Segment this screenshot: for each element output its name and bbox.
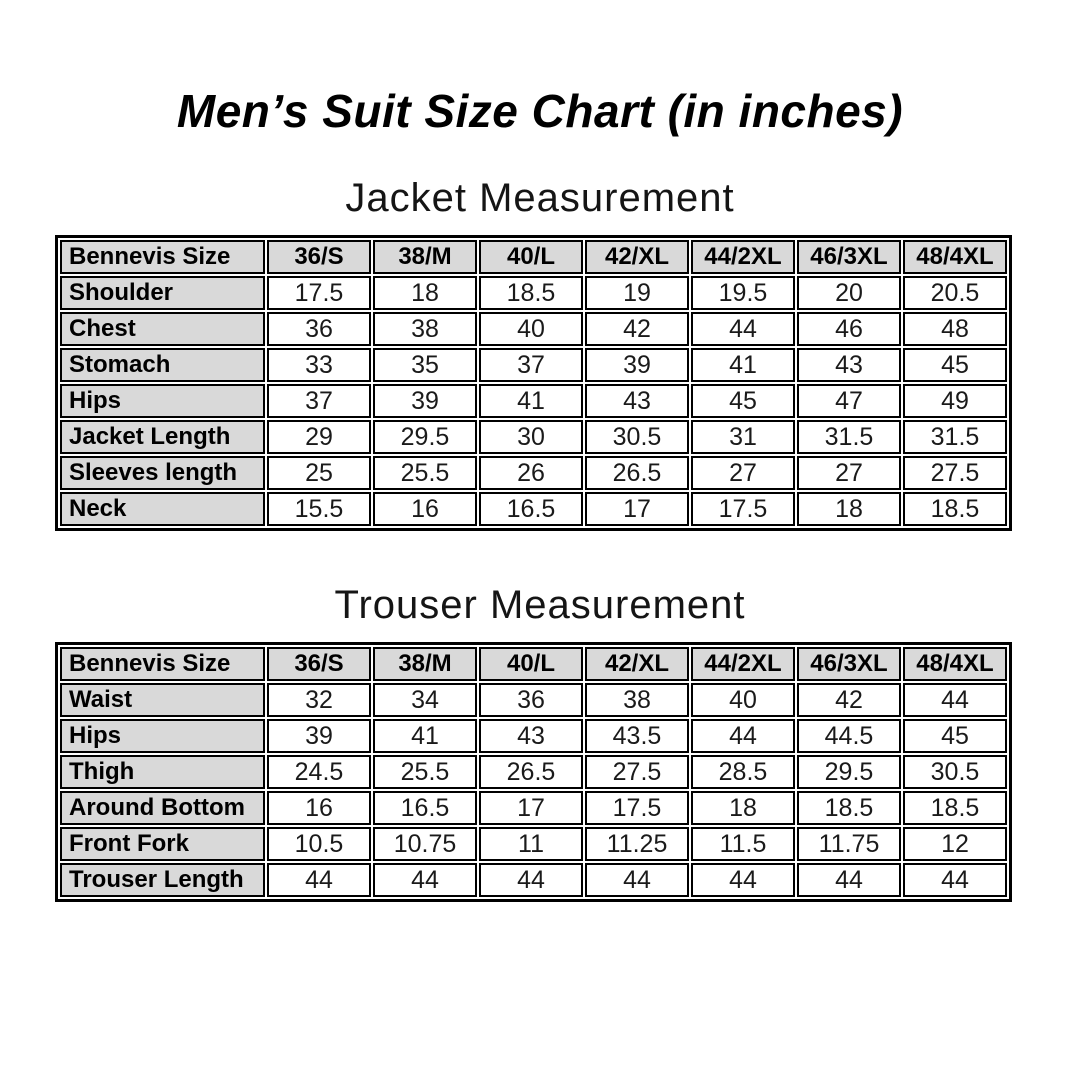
measurement-cell: 28.5 xyxy=(691,755,795,789)
table-row xyxy=(60,348,1007,382)
measurement-cell: 17 xyxy=(479,791,583,825)
measurement-cell: 42 xyxy=(797,683,901,717)
table-row xyxy=(60,420,1007,454)
table-row xyxy=(60,719,1007,753)
column-header: 44/2XL xyxy=(691,240,795,274)
measurement-cell: 29 xyxy=(267,420,371,454)
row-label: Waist xyxy=(60,683,265,717)
measurement-cell: 43 xyxy=(479,719,583,753)
measurement-cell: 33 xyxy=(267,348,371,382)
measurement-cell: 44 xyxy=(691,863,795,897)
measurement-cell: 20.5 xyxy=(903,276,1007,310)
measurement-cell: 11.75 xyxy=(797,827,901,861)
row-label: Neck xyxy=(60,492,265,526)
row-label: Hips xyxy=(60,384,265,418)
measurement-cell: 11.5 xyxy=(691,827,795,861)
table-row xyxy=(60,827,1007,861)
measurement-cell: 18.5 xyxy=(797,791,901,825)
measurement-cell: 17.5 xyxy=(691,492,795,526)
measurement-cell: 49 xyxy=(903,384,1007,418)
column-header: 38/M xyxy=(373,240,477,274)
row-label: Shoulder xyxy=(60,276,265,310)
measurement-cell: 37 xyxy=(267,384,371,418)
measurement-cell: 27 xyxy=(691,456,795,490)
measurement-cell: 11.25 xyxy=(585,827,689,861)
measurement-cell: 34 xyxy=(373,683,477,717)
measurement-cell: 39 xyxy=(267,719,371,753)
column-header: 44/2XL xyxy=(691,647,795,681)
measurement-cell: 30.5 xyxy=(903,755,1007,789)
row-label: Front Fork xyxy=(60,827,265,861)
jacket-measurement-table xyxy=(55,235,1012,531)
measurement-cell: 15.5 xyxy=(267,492,371,526)
measurement-cell: 29.5 xyxy=(373,420,477,454)
measurement-cell: 17.5 xyxy=(585,791,689,825)
measurement-cell: 45 xyxy=(691,384,795,418)
trouser-measurement-table xyxy=(55,642,1012,902)
column-header: 42/XL xyxy=(585,240,689,274)
column-header: 36/S xyxy=(267,240,371,274)
measurement-cell: 31.5 xyxy=(903,420,1007,454)
measurement-cell: 18 xyxy=(373,276,477,310)
row-label: Around Bottom xyxy=(60,791,265,825)
corner-header: Bennevis Size xyxy=(60,647,265,681)
measurement-cell: 44 xyxy=(903,683,1007,717)
measurement-cell: 36 xyxy=(267,312,371,346)
measurement-cell: 41 xyxy=(691,348,795,382)
measurement-cell: 42 xyxy=(585,312,689,346)
measurement-cell: 44 xyxy=(479,863,583,897)
measurement-cell: 26.5 xyxy=(585,456,689,490)
page-title: Men’s Suit Size Chart (in inches) xyxy=(176,85,904,137)
measurement-cell: 31 xyxy=(691,420,795,454)
measurement-cell: 47 xyxy=(797,384,901,418)
measurement-cell: 41 xyxy=(479,384,583,418)
table-row xyxy=(60,683,1007,717)
column-header: 42/XL xyxy=(585,647,689,681)
measurement-cell: 19.5 xyxy=(691,276,795,310)
measurement-cell: 37 xyxy=(479,348,583,382)
measurement-cell: 18 xyxy=(797,492,901,526)
table-row xyxy=(60,791,1007,825)
measurement-cell: 45 xyxy=(903,348,1007,382)
column-header: 40/L xyxy=(479,240,583,274)
measurement-cell: 11 xyxy=(479,827,583,861)
measurement-cell: 44 xyxy=(903,863,1007,897)
measurement-cell: 25.5 xyxy=(373,755,477,789)
measurement-cell: 16 xyxy=(373,492,477,526)
measurement-cell: 44 xyxy=(797,863,901,897)
measurement-cell: 39 xyxy=(373,384,477,418)
table-row xyxy=(60,312,1007,346)
measurement-cell: 29.5 xyxy=(797,755,901,789)
column-header: 48/4XL xyxy=(903,647,1007,681)
measurement-cell: 27.5 xyxy=(585,755,689,789)
row-label: Chest xyxy=(60,312,265,346)
measurement-cell: 45 xyxy=(903,719,1007,753)
measurement-cell: 44 xyxy=(373,863,477,897)
measurement-cell: 10.75 xyxy=(373,827,477,861)
column-header: 40/L xyxy=(479,647,583,681)
measurement-cell: 16 xyxy=(267,791,371,825)
measurement-cell: 39 xyxy=(585,348,689,382)
measurement-cell: 41 xyxy=(373,719,477,753)
table-row xyxy=(60,492,1007,526)
measurement-cell: 27 xyxy=(797,456,901,490)
corner-header: Bennevis Size xyxy=(60,240,265,274)
measurement-cell: 16.5 xyxy=(373,791,477,825)
measurement-cell: 32 xyxy=(267,683,371,717)
measurement-cell: 16.5 xyxy=(479,492,583,526)
measurement-cell: 35 xyxy=(373,348,477,382)
column-header: 46/3XL xyxy=(797,240,901,274)
measurement-cell: 44 xyxy=(691,719,795,753)
measurement-cell: 26 xyxy=(479,456,583,490)
row-label: Trouser Length xyxy=(60,863,265,897)
measurement-cell: 36 xyxy=(479,683,583,717)
measurement-cell: 12 xyxy=(903,827,1007,861)
measurement-cell: 30.5 xyxy=(585,420,689,454)
measurement-cell: 43 xyxy=(797,348,901,382)
row-label: Jacket Length xyxy=(60,420,265,454)
column-header: 48/4XL xyxy=(903,240,1007,274)
measurement-cell: 17.5 xyxy=(267,276,371,310)
measurement-cell: 44 xyxy=(691,312,795,346)
measurement-cell: 43 xyxy=(585,384,689,418)
measurement-cell: 25.5 xyxy=(373,456,477,490)
measurement-cell: 44 xyxy=(585,863,689,897)
measurement-cell: 19 xyxy=(585,276,689,310)
measurement-cell: 18.5 xyxy=(903,492,1007,526)
measurement-cell: 43.5 xyxy=(585,719,689,753)
measurement-cell: 27.5 xyxy=(903,456,1007,490)
measurement-cell: 44.5 xyxy=(797,719,901,753)
table-row xyxy=(60,384,1007,418)
measurement-cell: 18.5 xyxy=(479,276,583,310)
measurement-cell: 26.5 xyxy=(479,755,583,789)
table-row xyxy=(60,755,1007,789)
measurement-cell: 18.5 xyxy=(903,791,1007,825)
measurement-cell: 25 xyxy=(267,456,371,490)
header-row xyxy=(60,240,1007,274)
measurement-cell: 46 xyxy=(797,312,901,346)
column-header: 46/3XL xyxy=(797,647,901,681)
table-row xyxy=(60,456,1007,490)
row-label: Hips xyxy=(60,719,265,753)
measurement-cell: 18 xyxy=(691,791,795,825)
trouser-section-heading: Trouser Measurement xyxy=(334,583,746,627)
measurement-cell: 10.5 xyxy=(267,827,371,861)
header-row xyxy=(60,647,1007,681)
measurement-cell: 44 xyxy=(267,863,371,897)
measurement-cell: 40 xyxy=(691,683,795,717)
measurement-cell: 31.5 xyxy=(797,420,901,454)
row-label: Sleeves length xyxy=(60,456,265,490)
measurement-cell: 48 xyxy=(903,312,1007,346)
row-label: Thigh xyxy=(60,755,265,789)
column-header: 38/M xyxy=(373,647,477,681)
measurement-cell: 30 xyxy=(479,420,583,454)
column-header: 36/S xyxy=(267,647,371,681)
measurement-cell: 40 xyxy=(479,312,583,346)
measurement-cell: 38 xyxy=(585,683,689,717)
measurement-cell: 20 xyxy=(797,276,901,310)
measurement-cell: 24.5 xyxy=(267,755,371,789)
row-label: Stomach xyxy=(60,348,265,382)
jacket-section-heading: Jacket Measurement xyxy=(345,176,735,220)
measurement-cell: 17 xyxy=(585,492,689,526)
table-row xyxy=(60,863,1007,897)
measurement-cell: 38 xyxy=(373,312,477,346)
table-row xyxy=(60,276,1007,310)
